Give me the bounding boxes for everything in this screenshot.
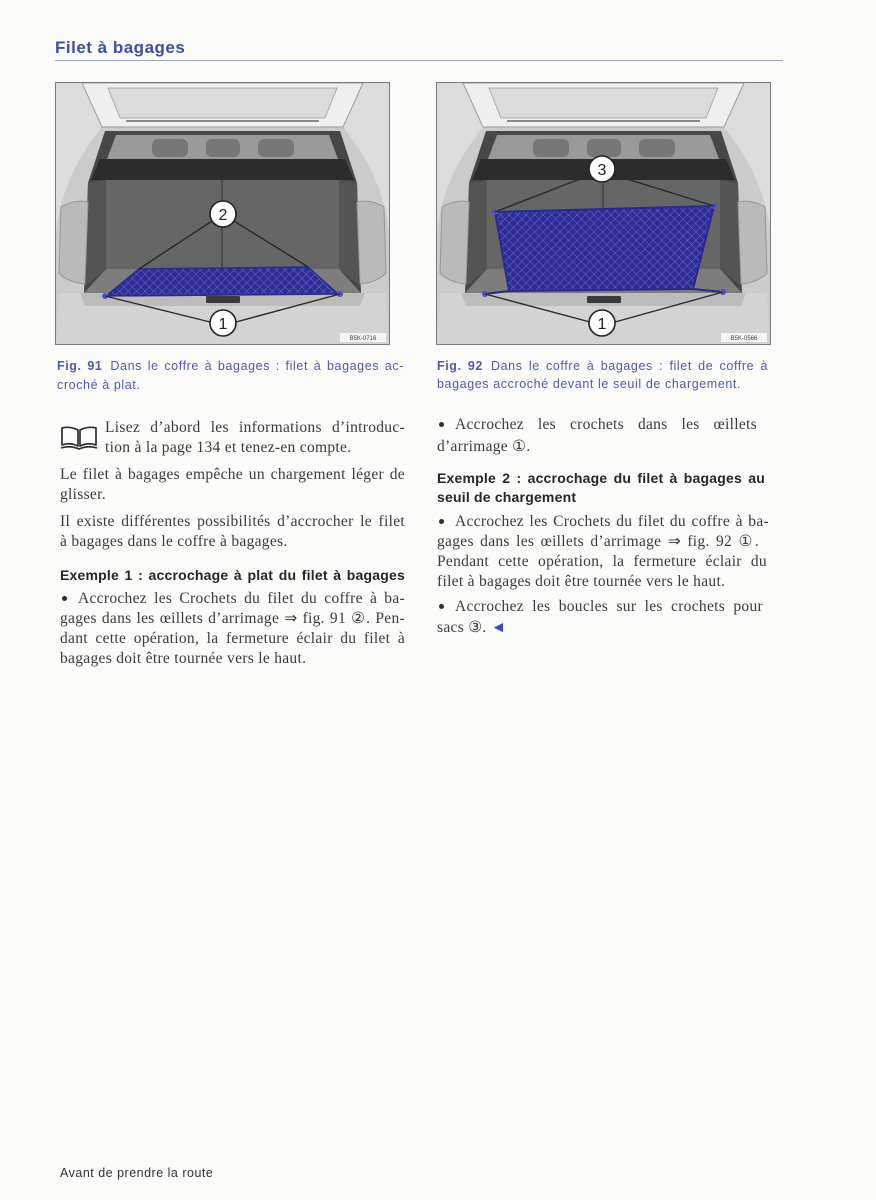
note-line-1: Lisez d’abord les informations d’introduc- (105, 419, 405, 436)
image-code: B5K-0716 (349, 336, 377, 342)
book-icon (60, 424, 98, 450)
caption-text: Dans le coffre à bagages : filet de coffre à (490, 359, 768, 373)
callout-number: 3 (597, 162, 607, 179)
continued-step-line-2: d’arrimage ①. (437, 438, 531, 455)
example-1-step-line-2: gages dans les œillets d’arrimage ⇒ fig. 91 ②. Pen- (60, 610, 405, 627)
trunk-vertical-net-illustration (437, 83, 770, 344)
example-2-heading-line-2: seuil de chargement (437, 489, 577, 505)
example-2-step-1-line-4: filet à bagages doit être tournée vers le haut. (437, 573, 726, 590)
continued-step-line-1 (437, 415, 757, 435)
figure-label: Fig. 91 (57, 359, 103, 373)
figure-91-caption-line-2: croché à plat. (57, 378, 141, 392)
figure-92-image (436, 82, 771, 345)
example-1-step-line-4: bagages doit être tournée vers le haut. (60, 650, 307, 667)
figure-label: Fig. 92 (437, 359, 483, 373)
trunk-flat-net-illustration (56, 83, 389, 344)
footer-section-title: Avant de prendre la route (60, 1166, 214, 1180)
example-2-step-2-line-1 (437, 597, 763, 617)
step-text: Accrochez les boucles sur les crochets pour (455, 598, 763, 615)
paragraph-1-line-2: glisser. (60, 486, 106, 503)
page-title: Filet à bagages (55, 38, 186, 57)
example-2-step-1-line-2: gages dans les œillets d’arrimage ⇒ fig. 92 ①. (437, 533, 759, 550)
bullet (439, 422, 444, 427)
figure-91-image (55, 82, 390, 345)
section-end-marker: ◄ (490, 619, 507, 636)
example-1-heading: Exemple 1 : accrochage à plat du filet à bagages (60, 567, 405, 583)
luggage-net-vertical (495, 206, 714, 291)
example-2-step-2-line-2 (437, 618, 506, 638)
step-text: sacs ③. (437, 619, 487, 636)
callout-number: 2 (218, 207, 228, 224)
step-text: Accrochez les Crochets du filet du coffre à ba- (78, 590, 405, 607)
bullet (62, 596, 67, 601)
paragraph-2-line-1: Il existe différentes possibilités d’accrocher le filet (60, 513, 405, 530)
example-1-step-line-3: dant cette opération, la fermeture éclair du filet à (60, 630, 405, 647)
luggage-net-flat (106, 267, 338, 296)
step-text: Accrochez les Crochets du filet du coffre à ba- (455, 513, 769, 530)
image-code: B5K-0566 (730, 336, 758, 342)
callout-number: 1 (218, 316, 228, 333)
header-rule (55, 60, 783, 61)
example-1-step-line-1 (60, 589, 405, 609)
callout-number: 1 (597, 316, 607, 333)
step-text: Accrochez les crochets dans les œillets (455, 416, 757, 433)
figure-92-caption (437, 357, 768, 376)
note-line-2: tion à la page 134 et tenez-en compte. (105, 439, 352, 456)
example-2-heading-line-1: Exemple 2 : accrochage du filet à bagages au (437, 470, 765, 486)
bullet (439, 519, 444, 524)
example-2-step-1-line-3: Pendant cette opération, la fermeture éclair du (437, 553, 767, 570)
figure-92-caption-line-2: bagages accroché devant le seuil de chargement. (437, 377, 742, 391)
paragraph-2-line-2: à bagages dans le coffre à bagages. (60, 533, 288, 550)
caption-text: Dans le coffre à bagages : filet à bagages ac- (110, 359, 404, 373)
paragraph-1-line-1: Le filet à bagages empêche un chargement léger de (60, 466, 405, 483)
example-2-step-1-line-1 (437, 512, 769, 532)
figure-91-caption (57, 357, 404, 376)
bullet (439, 604, 444, 609)
